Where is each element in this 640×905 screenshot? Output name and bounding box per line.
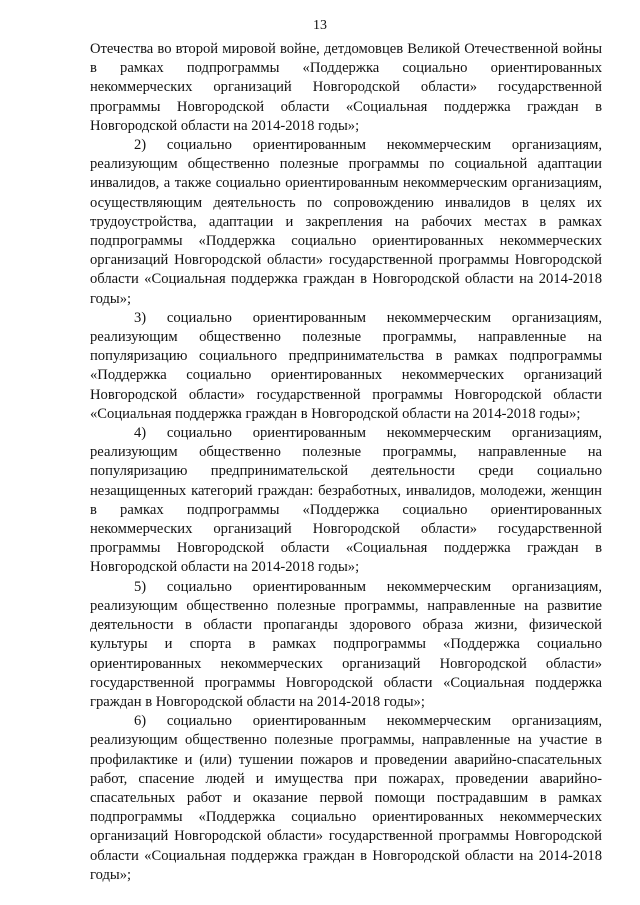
- list-item-2: 2) социально ориентированным некоммерческим организациям, реализующим общественно полезные программы по социальной адаптации инвалидов, а также социально ориентированным некоммерческим организациям, осуществляющим деятельность по сопровождению инвалидов в целях их трудоустройства, адаптации и закрепления на рабочих местах в рамках подпрограммы «Поддержка социально ориентированных некоммерческих организаций Новгородской области» государственной программы Новгородской области «Социальная поддержка граждан в Новгородской области на 2014-2018 годы»;: [90, 137, 602, 307]
- list-item-3: 3) социально ориентированным некоммерческим организациям, реализующим общественно полезные программы, направленные на популяризацию социального предпринимательства в рамках подпрограммы «Поддержка социально ориентированных некоммерческих организаций Новгородской области» государственной программы Новгородской области «Социальная поддержка граждан в Новгородской области на 2014-2018 годы»;: [90, 309, 602, 422]
- document-body: [90, 40, 602, 885]
- page-number: 13: [313, 18, 327, 33]
- list-item-4: 4) социально ориентированным некоммерческим организациям, реализующим общественно полезные программы, направленные на популяризацию предпринимательской деятельности среди социально незащищенных категорий граждан: безработных, инвалидов, молодежи, женщин в рамках подпрограммы «Поддержка социально ориентированных некоммерческих организаций Новгородской области» государственной программы Новгородской области «Социальная поддержка граждан в Новгородской области на 2014-2018 годы»;: [90, 425, 602, 576]
- list-item-6: 6) социально ориентированным некоммерческим организациям, реализующим общественно полезные программы, направленные на участие в профилактике и (или) тушении пожаров и проведении аварийно-спасательных работ, спасение людей и имущества при пожарах, проведении аварийно-спасательных работ и оказание первой помощи пострадавшим в рамках подпрограммы «Поддержка социально ориентированных некоммерческих организаций Новгородской области» государственной программы Новгородской области «Социальная поддержка граждан в Новгородской области на 2014-2018 годы»;: [90, 713, 602, 883]
- list-item-5: 5) социально ориентированным некоммерческим организациям, реализующим общественно полезные программы, направленные на развитие деятельности в области пропаганды здорового образа жизни, физической культуры и спорта в рамках подпрограммы «Поддержка социально ориентированных некоммерческих организаций Новгородской области» государственной программы Новгородской области «Социальная поддержка граждан в Новгородской области на 2014-2018 годы»;: [90, 578, 602, 710]
- paragraph-continuation: Отечества во второй мировой войне, детдомовцев Великой Отечественной войны в рамках подпрограммы «Поддержка социально ориентированных некоммерческих организаций Новгородской области» государственной программы Новгородской области «Социальная поддержка граждан в Новгородской области на 2014-2018 годы»;: [90, 41, 602, 134]
